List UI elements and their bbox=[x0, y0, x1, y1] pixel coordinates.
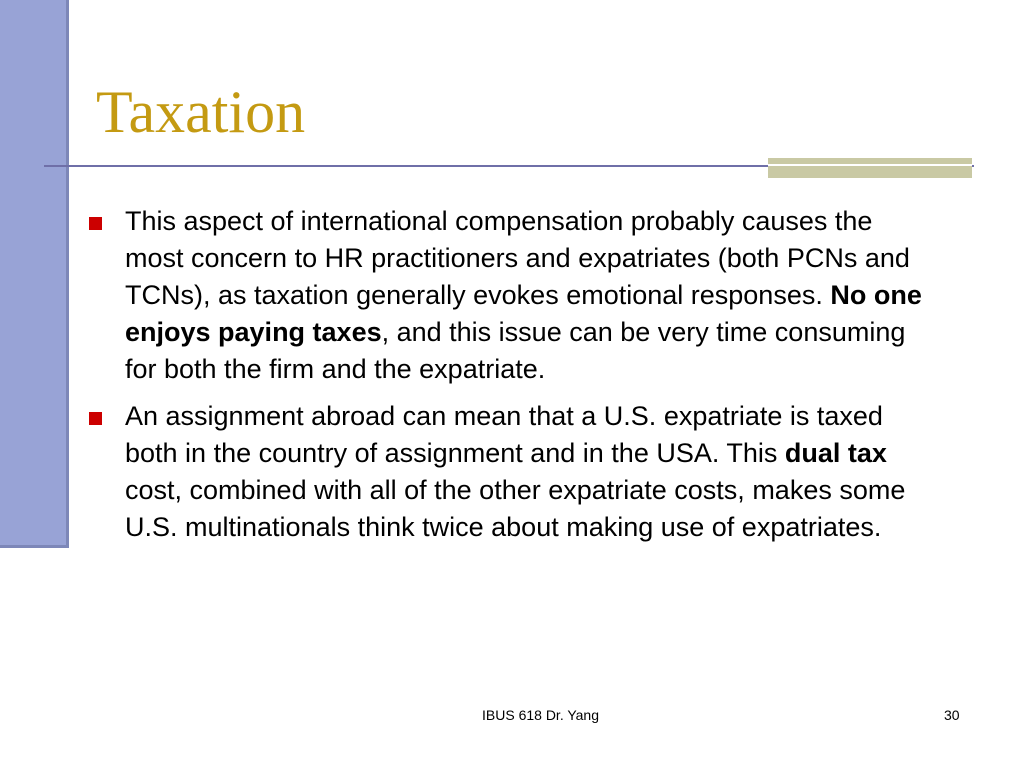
bullet-text bbox=[125, 206, 922, 384]
bullet-emphasis: No one enjoys paying taxes bbox=[125, 280, 922, 347]
bullet-text-segment: , and this issue can be very time consuming for both the firm and the expatriate. bbox=[125, 317, 906, 384]
slide-title: Taxation bbox=[96, 79, 306, 145]
slide-page-number: 30 bbox=[944, 707, 960, 723]
bullet-text-segment: This aspect of international compensation probably causes the most concern to HR practitioners and expatriates (both PCNs and TCNs), as taxation generally evokes emotional responses. bbox=[125, 206, 910, 310]
side-decoration-bar bbox=[0, 0, 69, 548]
bullet-list bbox=[88, 203, 938, 556]
footer-course-label: IBUS 618 Dr. Yang bbox=[482, 707, 599, 723]
bullet-text-segment: cost, combined with all of the other expatriate costs, makes some U.S. multinationals think twice about making use of expatriates. bbox=[125, 475, 906, 542]
title-accent-block bbox=[768, 158, 972, 178]
square-bullet-icon bbox=[89, 412, 102, 425]
square-bullet-icon bbox=[89, 217, 102, 230]
bullet-text-segment: An assignment abroad can mean that a U.S. expatriate is taxed both in the country of assignment and in the USA. This bbox=[125, 401, 883, 468]
bullet-item bbox=[88, 398, 938, 546]
bullet-emphasis: dual tax bbox=[784, 438, 887, 468]
bullet-text bbox=[125, 401, 905, 542]
bullet-item bbox=[88, 203, 938, 388]
